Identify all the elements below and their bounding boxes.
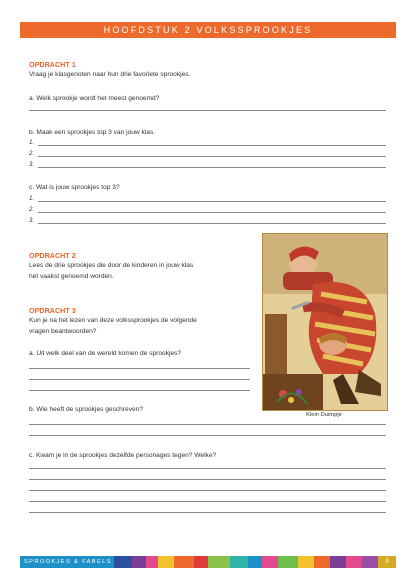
list-number: 2.	[29, 150, 35, 157]
opdracht1-heading: OPDRACHT 1	[29, 60, 76, 69]
answer-line[interactable]	[38, 201, 386, 202]
footer-color-segment	[314, 556, 330, 568]
footer-label: SPROOKJES & FABELS	[20, 556, 114, 568]
footer-color-segment	[248, 556, 262, 568]
answer-line[interactable]	[29, 424, 386, 425]
footer-color-segment	[262, 556, 278, 568]
answer-line[interactable]	[29, 490, 386, 491]
footer-color-segment	[208, 556, 230, 568]
footer-color-segment	[174, 556, 194, 568]
answer-line[interactable]	[29, 110, 386, 111]
answer-line[interactable]	[29, 501, 386, 502]
footer-color-segment	[158, 556, 174, 568]
answer-line[interactable]	[38, 145, 386, 146]
footer-color-segment	[114, 556, 132, 568]
opdracht1-question-c: c. Wat is jouw sprookjes top 3?	[29, 184, 120, 191]
opdracht3-question-c: c. Kwam je in de sprookjes dezelfde personages tegen? Welke?	[29, 452, 217, 459]
answer-line[interactable]	[38, 156, 386, 157]
footer-color-segment	[146, 556, 158, 568]
footer-color-segment	[230, 556, 248, 568]
list-number: 1.	[29, 139, 35, 146]
footer-color-segment	[132, 556, 146, 568]
page-number: 9	[378, 556, 396, 568]
answer-line[interactable]	[29, 512, 386, 513]
opdracht2-text-line1: Lees de drie sprookjes die door de kinderen in jouw klas	[29, 262, 194, 269]
answer-line[interactable]	[29, 379, 250, 380]
footer-color-segment	[330, 556, 346, 568]
answer-line[interactable]	[38, 212, 386, 213]
opdracht3-text-line1: Kun je na het lezen van deze volkssprookjes de volgende	[29, 317, 197, 324]
illustration-caption: Klein Duimpje	[306, 412, 342, 418]
footer-color-segment	[298, 556, 314, 568]
answer-line[interactable]	[38, 223, 386, 224]
opdracht1-intro: Vraag je klasgenoten naar hun drie favoriete sprookjes.	[29, 71, 191, 78]
opdracht3-question-b: b. Wie heeft de sprookjes geschreven?	[29, 406, 143, 413]
answer-line[interactable]	[29, 468, 386, 469]
list-number: 3.	[29, 161, 35, 168]
opdracht3-text-line2: vragen beantwoorden?	[29, 328, 97, 335]
footer-color-segment	[362, 556, 378, 568]
answer-line[interactable]	[29, 390, 250, 391]
list-number: 3.	[29, 217, 35, 224]
opdracht1-question-a: a. Welk sprookje wordt het meest genoemd?	[29, 95, 160, 102]
klein-duimpje-illustration	[262, 233, 388, 411]
opdracht3-question-a: a. Uit welk deel van de wereld komen de sprookjes?	[29, 350, 182, 357]
list-number: 1.	[29, 195, 35, 202]
footer-color-segment	[194, 556, 208, 568]
answer-line[interactable]	[29, 479, 386, 480]
opdracht1-question-b: b. Maak een sprookjes top 3 van jouw klas.	[29, 129, 156, 136]
footer-color-segment	[278, 556, 298, 568]
chapter-header: HOOFDSTUK 2 VOLKSSPROOKJES	[20, 22, 396, 38]
footer-color-segment	[346, 556, 362, 568]
answer-line[interactable]	[29, 435, 386, 436]
answer-line[interactable]	[29, 368, 250, 369]
opdracht2-text-line2: het vaakst genoemd worden.	[29, 273, 114, 280]
opdracht3-heading: OPDRACHT 3	[29, 306, 76, 315]
answer-line[interactable]	[38, 167, 386, 168]
list-number: 2.	[29, 206, 35, 213]
opdracht2-heading: OPDRACHT 2	[29, 251, 76, 260]
